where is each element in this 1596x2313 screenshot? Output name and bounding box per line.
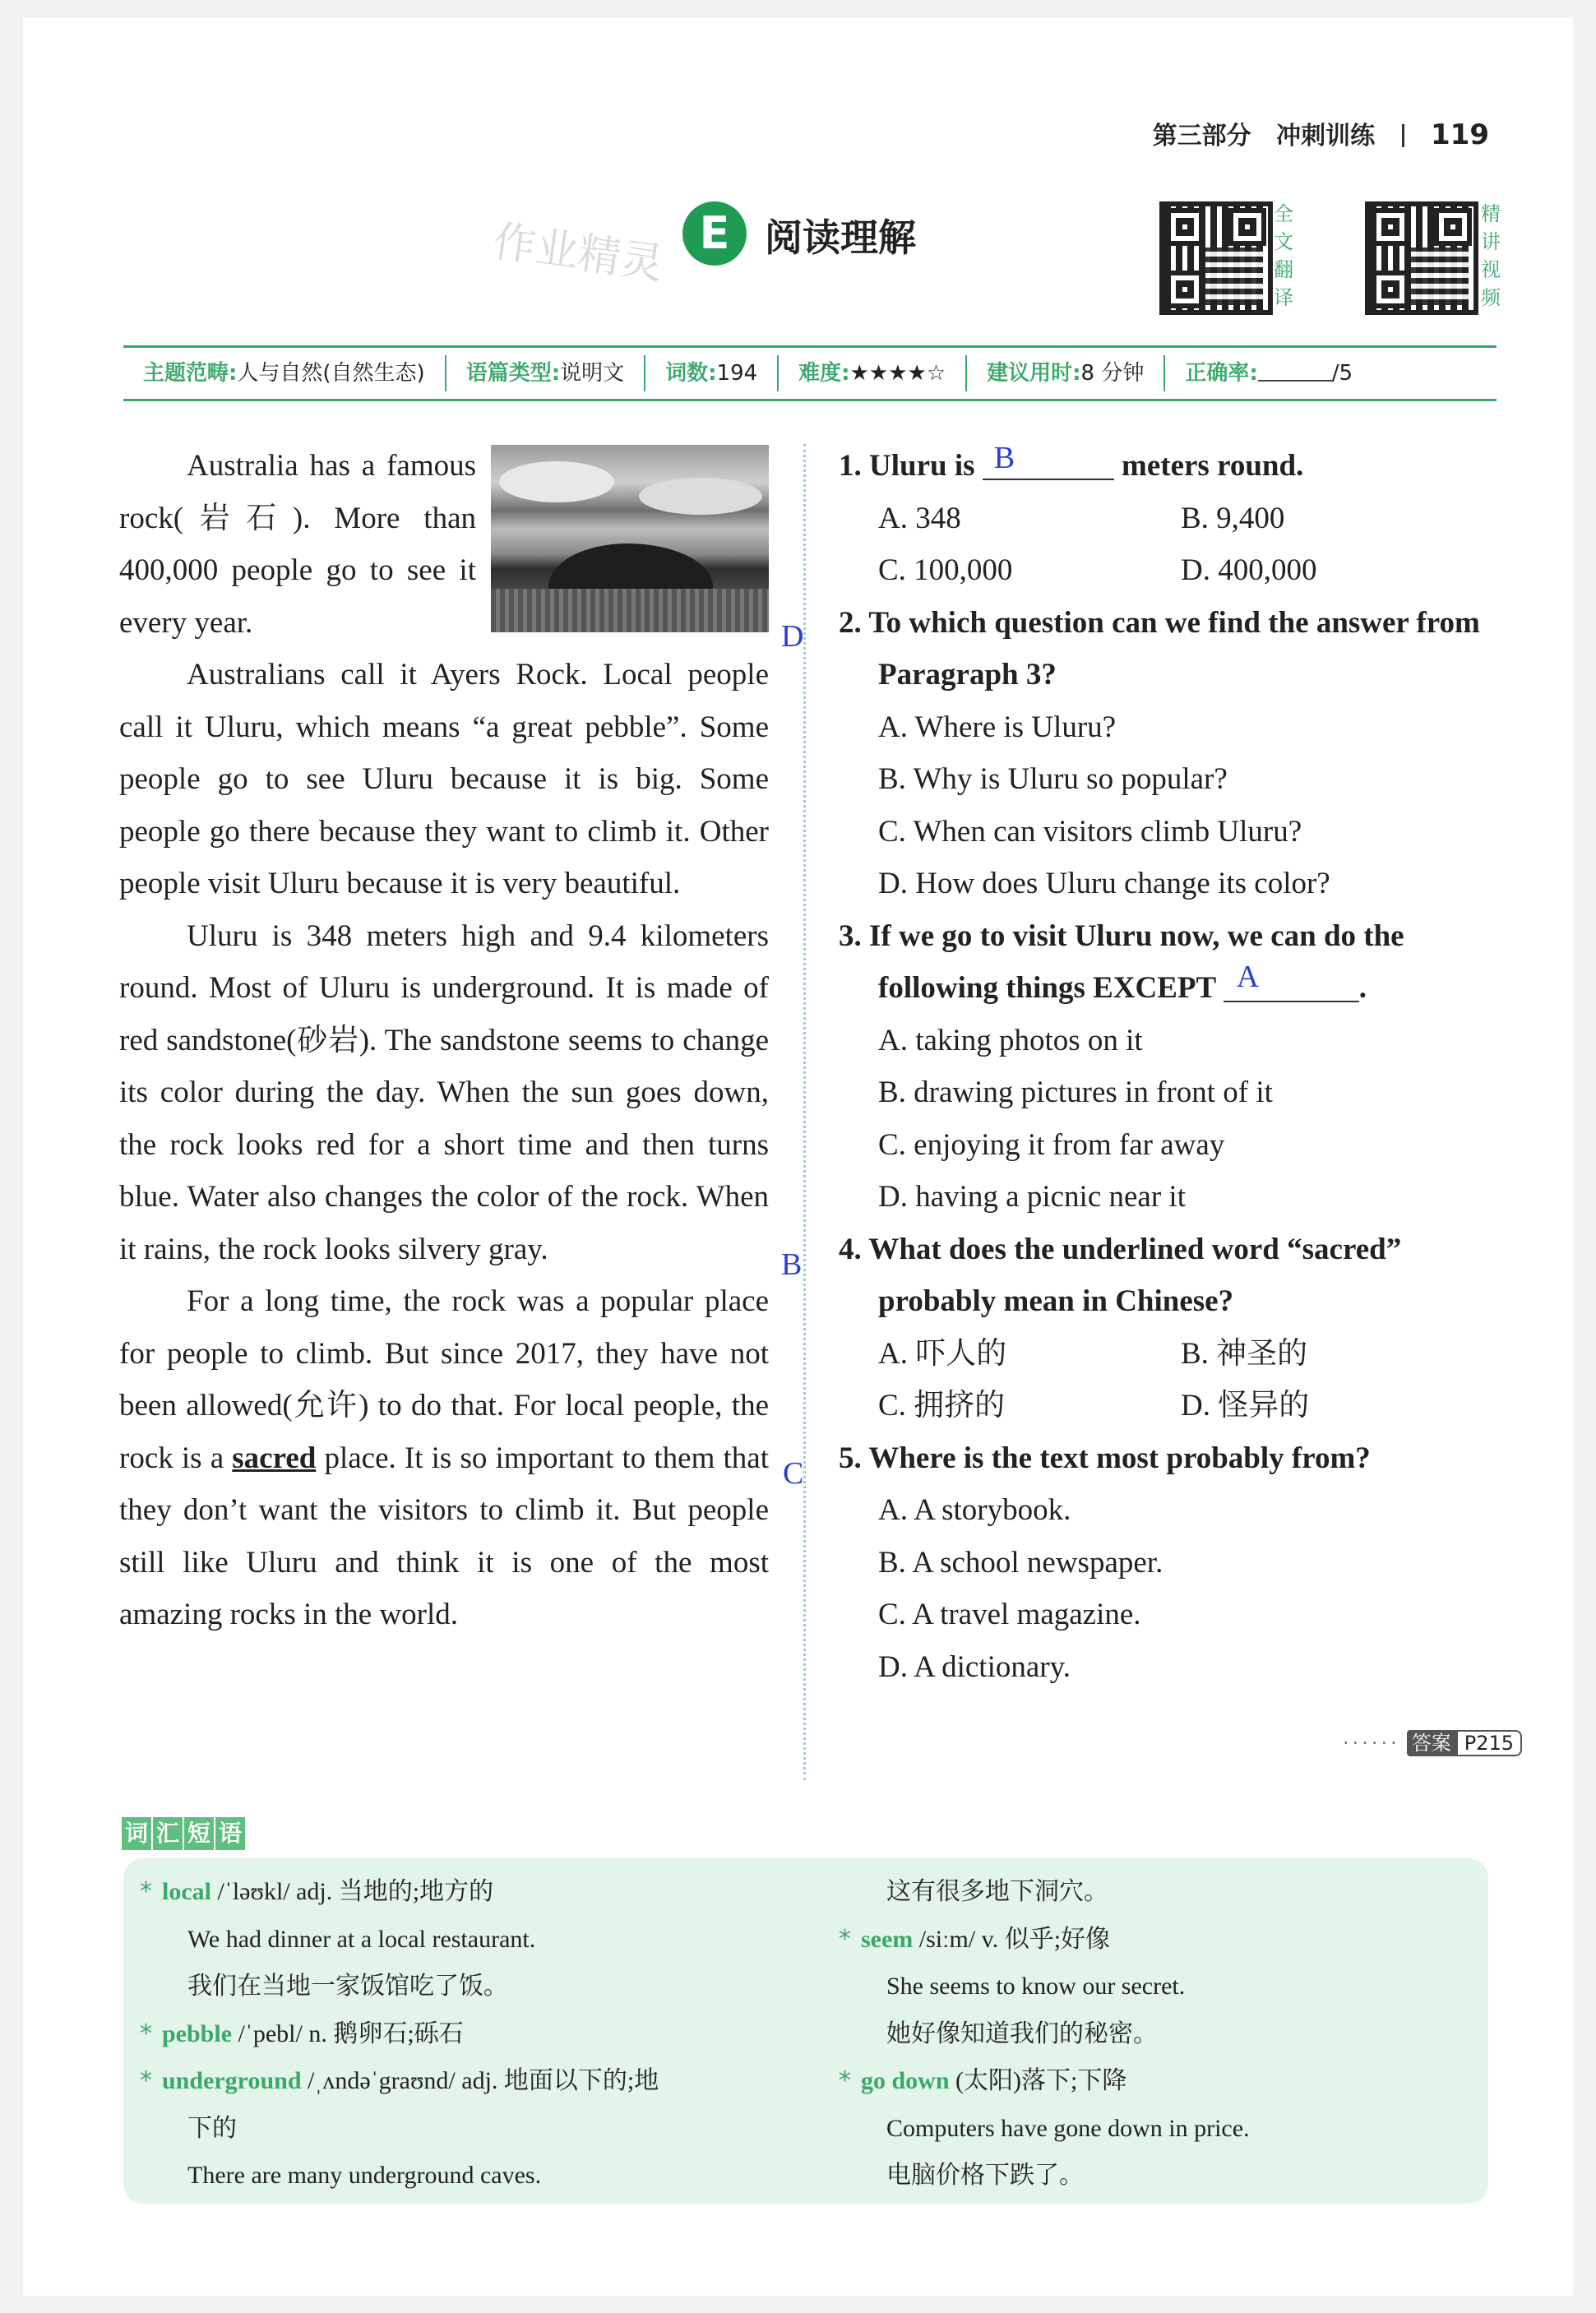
question-3: 3. If we go to visit Uluru now, we can do the following things EXCEPT A . xyxy=(839,918,1404,1005)
question-5: 5. Where is the text most probably from? xyxy=(839,1441,1371,1475)
page-title: 阅读理解 xyxy=(765,215,916,260)
vocab-box xyxy=(123,1858,1488,2204)
q5-option-a[interactable]: A. A storybook. xyxy=(878,1493,1071,1527)
paragraph-1: Australia has a famous rock(岩石). More than 400,000 people go to see it every year. xyxy=(119,449,476,640)
q4-options-row-1: A. 吓人的 B. 神圣的 xyxy=(878,1336,1308,1371)
theme-cell: 主题范畴:人与自然(自然生态) xyxy=(123,355,446,391)
qr-code-video-icon[interactable] xyxy=(1365,201,1478,315)
q4-options-row-2: C. 拥挤的 D. 怪异的 xyxy=(878,1389,1310,1422)
q3-option-a[interactable]: A. taking photos on it xyxy=(878,1023,1143,1057)
section-label: 第三部分 xyxy=(1152,122,1251,150)
vocab-left-column: * local /ˈləʊkl/ adj. 当地的;地方的 We had dinner at a local restaurant. 我们在当地一家饭馆吃了饭。 * pebble /ˈpebl/ n. 鹅卵石;砾石 * underground /ˌʌndəˈgraʊnd/ adj. 地面以下的;地 下的 There are many underground caves. xyxy=(140,1868,798,2200)
time-cell: 建议用时:8 分钟 xyxy=(967,355,1165,391)
vocab-local: * local /ˈləʊkl/ adj. 当地的;地方的 xyxy=(140,1877,494,1906)
q3-option-b[interactable]: B. drawing pictures in front of it xyxy=(878,1076,1273,1109)
genre-cell: 语篇类型:说明文 xyxy=(446,355,645,391)
vocab-seem: * seem /siːm/ v. 似乎;好像 xyxy=(839,1924,1111,1954)
reading-passage xyxy=(119,440,769,1641)
accuracy-cell: 正确率: /5 xyxy=(1165,355,1372,391)
q5-option-d[interactable]: D. A dictionary. xyxy=(878,1649,1071,1684)
handwritten-answer-5: C xyxy=(783,1456,804,1491)
vocab-go-down: * go down (太阳)落下;下降 xyxy=(839,2066,1127,2095)
answer-reference[interactable]: ······ 答案 P215 xyxy=(1343,1727,1522,1756)
q1-options-row-2: C. 100,000 D. 400,000 xyxy=(878,553,1317,587)
questions xyxy=(839,440,1497,1693)
info-strip xyxy=(123,345,1497,401)
q2-option-b[interactable]: B. Why is Uluru so popular? xyxy=(878,762,1228,796)
vocab-pebble: * pebble /ˈpebl/ n. 鹅卵石;砾石 xyxy=(140,2019,464,2048)
answer-blank-1[interactable]: B xyxy=(983,449,1114,480)
uluru-photo xyxy=(491,445,769,632)
handwritten-answer-2: D xyxy=(781,619,804,654)
q2-option-d[interactable]: D. How does Uluru change its color? xyxy=(878,867,1330,900)
q3-option-c[interactable]: C. enjoying it from far away xyxy=(878,1127,1225,1162)
q5-option-c[interactable]: C. A travel magazine. xyxy=(878,1598,1141,1631)
question-2: 2. To which question can we find the answer from Paragraph 3? xyxy=(839,605,1480,692)
qr-label-translation: 全 文 翻 译 xyxy=(1274,202,1293,309)
handwritten-answer-4: B xyxy=(781,1247,803,1282)
paragraph-3: Uluru is 348 meters high and 9.4 kilometers round. Most of Uluru is underground. It is made of red sandstone(砂岩). The sandstone seems to change its color during the day. When the sun goes down, the rock looks red for a short time and then turns blue. Water also changes the color of the rock. When it rains, the rock looks silvery gray. xyxy=(119,918,769,1266)
q5-option-b[interactable]: B. A school newspaper. xyxy=(878,1545,1163,1580)
q1-options-row-1: A. 348 B. 9,400 xyxy=(878,501,1285,535)
q3-option-d[interactable]: D. having a picnic near it xyxy=(878,1180,1186,1214)
section-badge: E xyxy=(682,201,747,266)
subsection-label: 冲刺训练 xyxy=(1276,122,1376,150)
vocab-right-column: 这有很多地下洞穴。 * seem /siːm/ v. 似乎;好像 She seems to know our secret. 她好像知道我们的秘密。 * go down (太阳)落下;下降 Computers have gone down in price. 电脑价格下跌了。 xyxy=(839,1868,1480,2200)
running-header xyxy=(1153,115,1489,151)
difficulty-cell: 难度:★★★★☆ xyxy=(779,355,967,391)
q2-option-c[interactable]: C. When can visitors climb Uluru? xyxy=(878,814,1302,849)
qr-label-video: 精 讲 视 频 xyxy=(1481,202,1501,309)
answer-blank-3[interactable]: A xyxy=(1224,971,1359,1002)
header-divider xyxy=(1402,124,1404,147)
watermark: 作业精灵 xyxy=(490,216,667,290)
question-4: 4. What does the underlined word “sacred” probably mean in Chinese? xyxy=(839,1232,1402,1318)
page-number: 119 xyxy=(1431,118,1489,151)
vocab-underground: * underground /ˌʌndəˈgraʊnd/ adj. 地面以下的;地 xyxy=(140,2066,659,2095)
qr-code-translation-icon[interactable] xyxy=(1159,201,1273,315)
q2-option-a[interactable]: A. Where is Uluru? xyxy=(878,710,1117,744)
sacred-word: sacred xyxy=(232,1441,317,1475)
vocab-section-title: 词 汇 短 语 xyxy=(122,1817,245,1850)
paragraph-4: For a long time, the rock was a popular place for people to climb. But since 2017, they have not been allowed(允许) to do that. For local people, the rock is a sacred place. It is so important to them that they don’t want the visitors to climb it. But people still like Uluru and think it is one of the most amazing rocks in the world. xyxy=(119,1284,769,1631)
paragraph-2: Australians call it Ayers Rock. Local people call it Uluru, which means “a great pebble”. Some people go to see Uluru because it is big. Some people go there because they want to climb it. Other people visit Uluru because it is very beautiful. xyxy=(119,658,769,900)
word-count-cell: 词数:194 xyxy=(645,355,779,391)
question-1: 1. Uluru is B meters round. xyxy=(839,441,1304,483)
